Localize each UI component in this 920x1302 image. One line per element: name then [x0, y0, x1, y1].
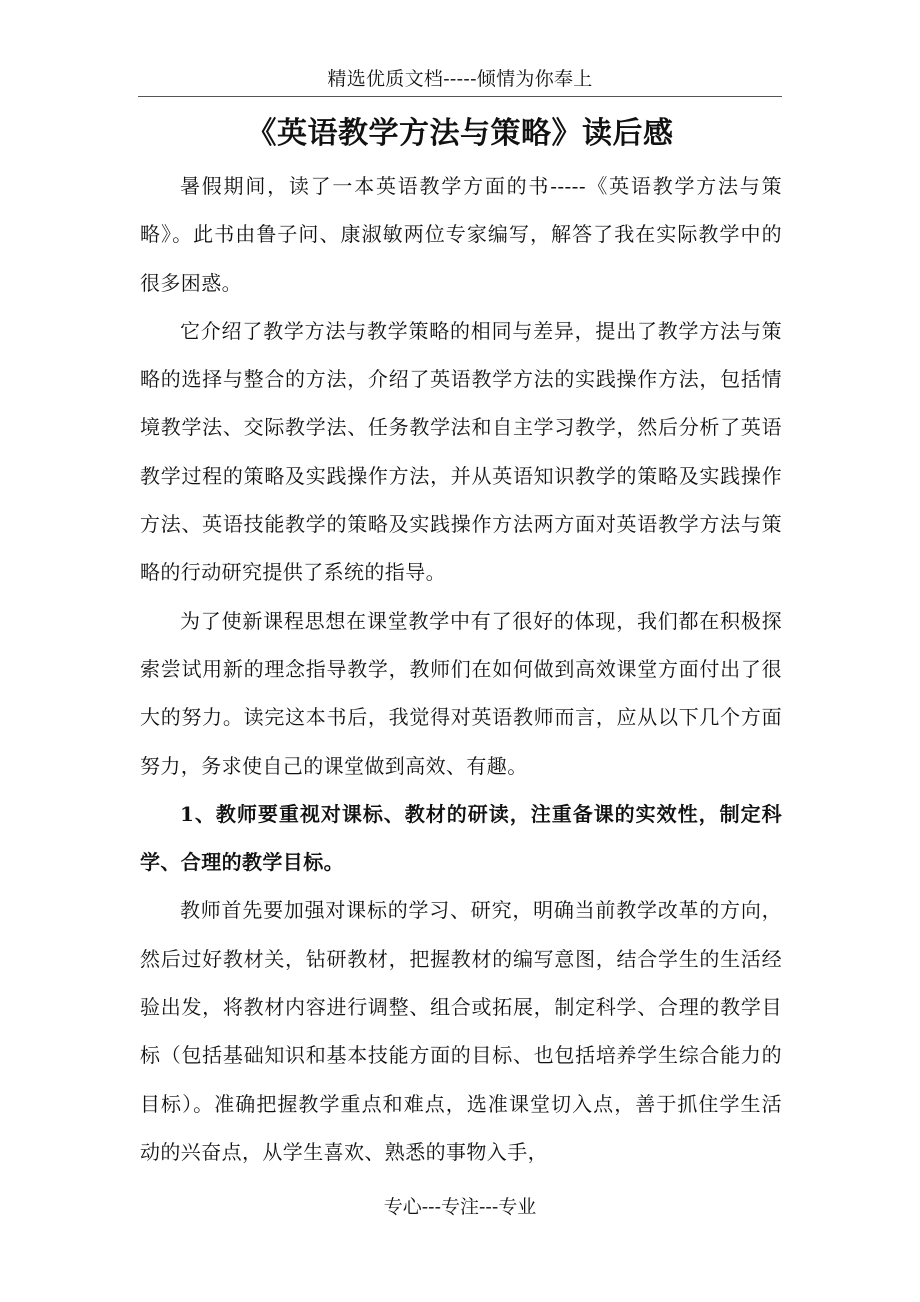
paragraph-intro: 暑假期间，读了一本英语教学方面的书-----《英语教学方法与策略》。此书由鲁子问、康淑敏两位专家编写，解答了我在实际教学中的很多困惑。: [140, 174, 782, 295]
document-title: 《英语教学方法与策略》读后感: [246, 116, 674, 151]
section-heading-1: 1、教师要重视对课标、教材的研读，注重备课的实效性，制定科学、合理的教学目标。: [140, 801, 782, 875]
page-header: 精选优质文档-----倾情为你奉上: [327, 68, 593, 90]
header-divider: [138, 96, 782, 97]
paragraph-summary: 它介绍了教学方法与教学策略的相同与差异，提出了教学方法与策略的选择与整合的方法，介绍了英语教学方法的实践操作方法，包括情境教学法、交际教学法、任务教学法和自主学习教学，然后分析了英语教学过程的策略及实践操作方法，并从英语知识教学的策略及实践操作方法、英语技能教学的策略及实践操作方法两方面对英语教学方法与策略的行动研究提供了系统的指导。: [140, 318, 782, 585]
paragraph-reflection: 为了使新课程思想在课堂教学中有了很好的体现，我们都在积极探索尝试用新的理念指导教学，教师们在如何做到高效课堂方面付出了很大的努力。读完这本书后，我觉得对英语教师而言，应从以下几个方面努力，务求使自己的课堂做到高效、有趣。: [140, 608, 782, 778]
document-body: [140, 162, 782, 1176]
paragraph-section-1: 教师首先要加强对课标的学习、研究，明确当前教学改革的方向，然后过好教材关，钻研教材，把握教材的编写意图，结合学生的生活经验出发，将教材内容进行调整、组合或拓展，制定科学、合理的教学目标（包括基础知识和基本技能方面的目标、也包括培养学生综合能力的目标）。准确把握教学重点和难点，选准课堂切入点，善于抓住学生活动的兴奋点，从学生喜欢、熟悉的事物入手，: [140, 898, 782, 1164]
page-footer: 专心---专注---专业: [383, 1196, 537, 1218]
